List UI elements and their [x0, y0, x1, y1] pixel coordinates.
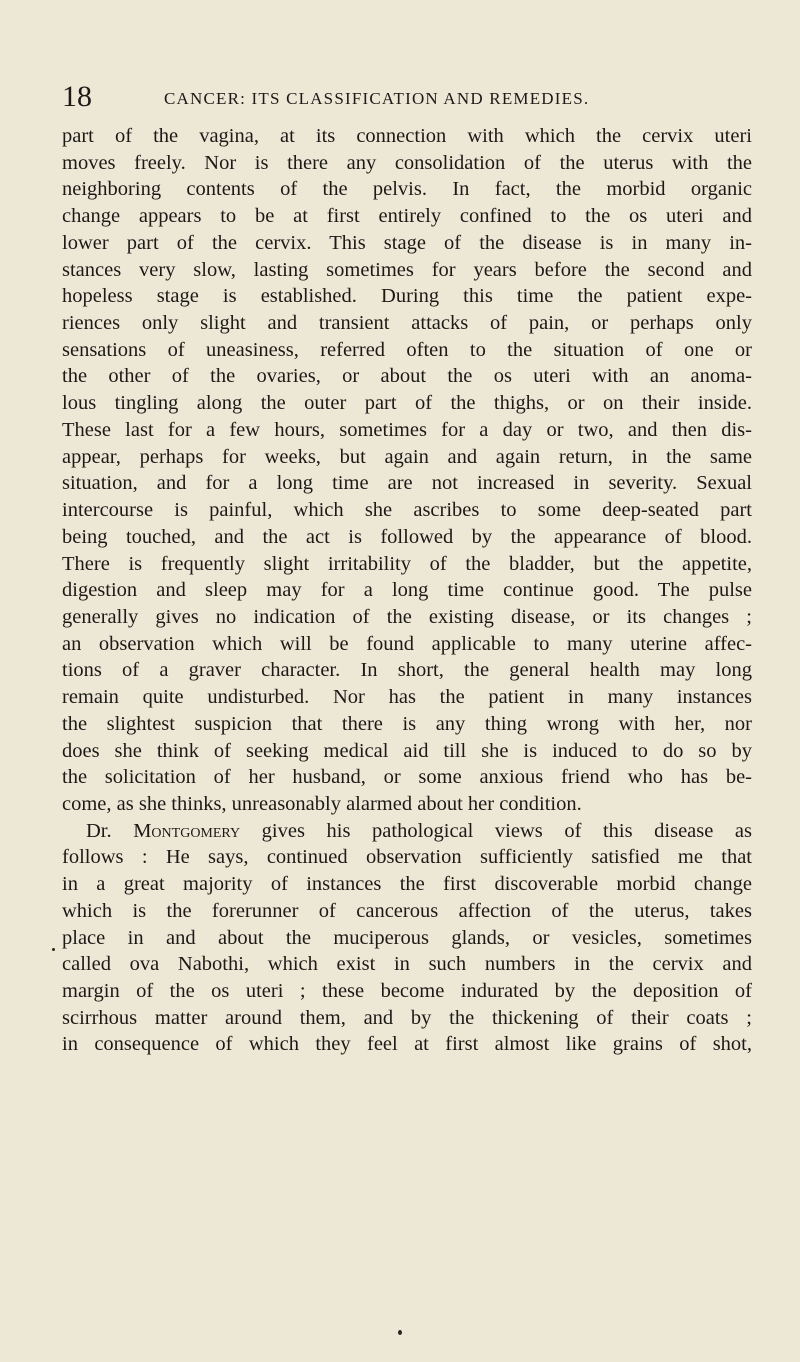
text-line-lead [62, 818, 752, 845]
paragraph-2 [62, 818, 752, 1058]
text-line: part of the vagina, at its connection with which the cervix uteri [62, 125, 752, 147]
text-line: margin of the os uteri ; these become indurated by the deposition of [62, 980, 752, 1002]
page-number: 18 [62, 80, 92, 113]
text-line: change appears to be at first entirely confined to the os uteri and [62, 205, 752, 228]
text-line: situation, and for a long time are not increased in severity. Sexual [62, 472, 752, 495]
text-line: place in and about the muciperous glands, or vesicles, sometimes [62, 926, 752, 949]
text-line: appear, perhaps for weeks, but again and again return, in the same [62, 445, 752, 468]
text-line: the solicitation of her husband, or some anxious friend who has be- [62, 766, 752, 789]
lead-rest: gives his pathological views of this disease as [240, 819, 752, 842]
text-line: stances very slow, lasting sometimes for years before the second and [62, 258, 752, 281]
text-line: the other of the ovaries, or about the os uteri with an anoma- [62, 365, 752, 388]
text-line: being touched, and the act is followed by the appearance of blood. [62, 525, 752, 548]
text-line: called ova Nabothi, which exist in such numbers in the cervix and [62, 953, 752, 976]
running-title: CANCER: ITS CLASSIFICATION AND REMEDIES. [164, 89, 590, 108]
author-name: Montgomery [133, 819, 241, 842]
ink-speck [52, 948, 55, 951]
text-line: which is the forerunner of cancerous affection of the uterus, takes [62, 899, 752, 922]
text-line: the slightest suspicion that there is any thing wrong with her, nor [62, 712, 752, 735]
text-line: in a great majority of instances the first discoverable morbid change [62, 873, 752, 896]
ink-speck [398, 1330, 402, 1335]
text-line: scirrhous matter around them, and by the thickening of their coats ; [62, 1006, 752, 1029]
text-line: riences only slight and transient attacks of pain, or perhaps only [62, 312, 752, 335]
text-line: digestion and sleep may for a long time continue good. The pulse [62, 579, 752, 602]
body-text [62, 123, 752, 1058]
text-line: does she think of seeking medical aid till she is induced to do so by [62, 739, 752, 762]
text-line: tions of a graver character. In short, the general health may long [62, 659, 752, 682]
text-line: generally gives no indication of the existing disease, or its changes ; [62, 605, 752, 628]
text-line: remain quite undisturbed. Nor has the patient in many instances [62, 686, 752, 709]
page-header [62, 82, 752, 116]
text-line: moves freely. Nor is there any consolidation of the uterus with the [62, 151, 752, 174]
paragraph-1 [62, 123, 752, 818]
text-line: an observation which will be found applicable to many uterine affec- [62, 632, 752, 655]
text-line: hopeless stage is established. During this time the patient expe- [62, 285, 752, 308]
lead-prefix: Dr. [86, 819, 134, 842]
text-line: follows : He says, continued observation sufficiently satisfied me that [62, 846, 752, 869]
text-line: lous tingling along the outer part of the thighs, or on their inside. [62, 392, 752, 415]
text-line: neighboring contents of the pelvis. In fact, the morbid organic [62, 178, 752, 201]
text-line: in consequence of which they feel at first almost like grains of shot, [62, 1033, 752, 1056]
text-line: sensations of uneasiness, referred often to the situation of one or [62, 338, 752, 361]
text-line: come, as she thinks, unreasonably alarmed about her condition. [62, 792, 582, 815]
text-line: These last for a few hours, sometimes for a day or two, and then dis- [62, 418, 752, 441]
text-line: There is frequently slight irritability of the bladder, but the appetite, [62, 552, 752, 575]
text-line: lower part of the cervix. This stage of the disease is in many in- [62, 231, 752, 254]
text-line: intercourse is painful, which she ascribes to some deep-seated part [62, 499, 752, 522]
